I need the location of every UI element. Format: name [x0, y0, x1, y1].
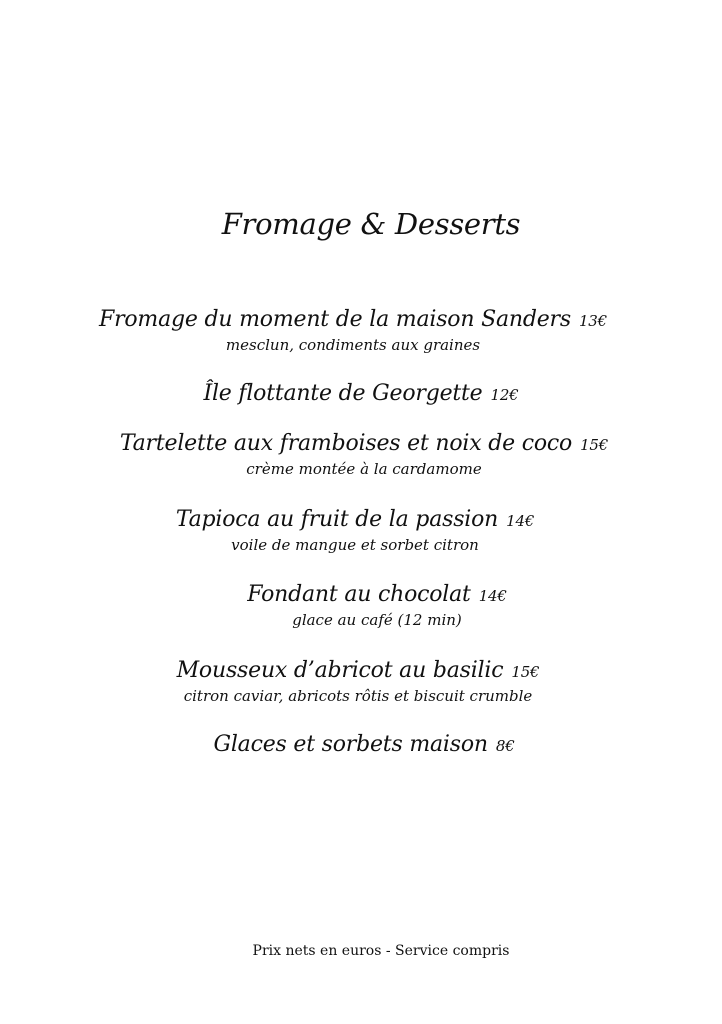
menu-item: [0, 306, 714, 355]
item-name: Tapioca au fruit de la passion: [175, 507, 499, 532]
item-price: 12€: [490, 386, 519, 404]
item-description: crème montée à la cardamome: [246, 460, 482, 478]
item-description: voile de mangue et sorbet citron: [231, 536, 479, 554]
item-description: mesclun, condiments aux graines: [225, 336, 481, 354]
item-price: 8€: [495, 737, 515, 755]
item-price: 14€: [478, 587, 507, 605]
item-price: 14€: [506, 512, 535, 530]
item-name: Île flottante de Georgette: [203, 381, 483, 406]
item-price: 13€: [578, 312, 607, 330]
item-name: Glaces et sorbets maison: [213, 732, 488, 757]
item-price: 15€: [580, 436, 609, 454]
menu-item: [3, 430, 722, 479]
menu-item: [16, 581, 722, 630]
menu-item: [3, 731, 722, 760]
item-name: Fromage du moment de la maison Sanders: [99, 307, 571, 332]
item-description: citron caviar, abricots rôtis et biscuit crumble: [183, 687, 533, 705]
item-name: Fondant au chocolat: [247, 582, 471, 607]
menu-item: [0, 380, 722, 409]
menu-title: Fromage & Desserts: [221, 207, 521, 241]
item-name: Tartelette aux framboises et noix de coco: [119, 431, 573, 456]
menu-item: [0, 506, 716, 555]
menu-footer: Prix nets en euros - Service compris: [252, 943, 510, 959]
item-name: Mousseux d’abricot au basilic: [176, 658, 504, 683]
item-description: glace au café (12 min): [292, 611, 462, 629]
menu-item: [0, 657, 719, 706]
item-price: 15€: [511, 663, 540, 681]
